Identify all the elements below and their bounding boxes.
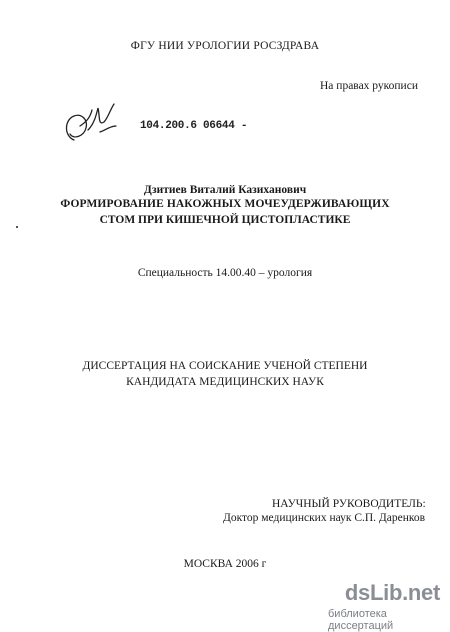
dissertation-type-line-2: КАНДИДАТА МЕДИЦИНСКИХ НАУК <box>126 376 324 388</box>
thesis-title-line-1: ФОРМИРОВАНИЕ НАКОЖНЫХ МОЧЕУДЕРЖИВАЮЩИХ <box>60 198 390 210</box>
watermark-subtitle: библиотека диссертаций <box>328 608 394 632</box>
registration-number: 104.200.6 06644 - <box>140 120 248 132</box>
specialty: Специальность 14.00.40 – урология <box>137 267 313 279</box>
institution-name: ФГУ НИИ УРОЛОГИИ РОСЗДРАВА <box>130 40 320 52</box>
margin-mark <box>16 226 18 228</box>
author-name: Дзитиев Виталий Казиханович <box>143 184 307 196</box>
city-year: МОСКВА 2006 г <box>183 558 267 570</box>
advisor-name: Доктор медицинских наук С.П. Даренков <box>223 512 426 524</box>
watermark-logo[interactable] <box>328 580 446 632</box>
advisor-heading: НАУЧНЫЙ РУКОВОДИТЕЛЬ: <box>272 498 426 510</box>
thesis-title-line-2: СТОМ ПРИ КИШЕЧНОЙ ЦИСТОПЛАСТИКЕ <box>99 214 351 226</box>
watermark-title: dsLib.net <box>344 580 440 605</box>
manuscript-note: На правах рукописи <box>320 80 418 92</box>
handwritten-signature <box>60 96 122 154</box>
dissertation-type-line-1: ДИССЕРТАЦИЯ НА СОИСКАНИЕ УЧЕНОЙ СТЕПЕНИ <box>82 360 368 372</box>
